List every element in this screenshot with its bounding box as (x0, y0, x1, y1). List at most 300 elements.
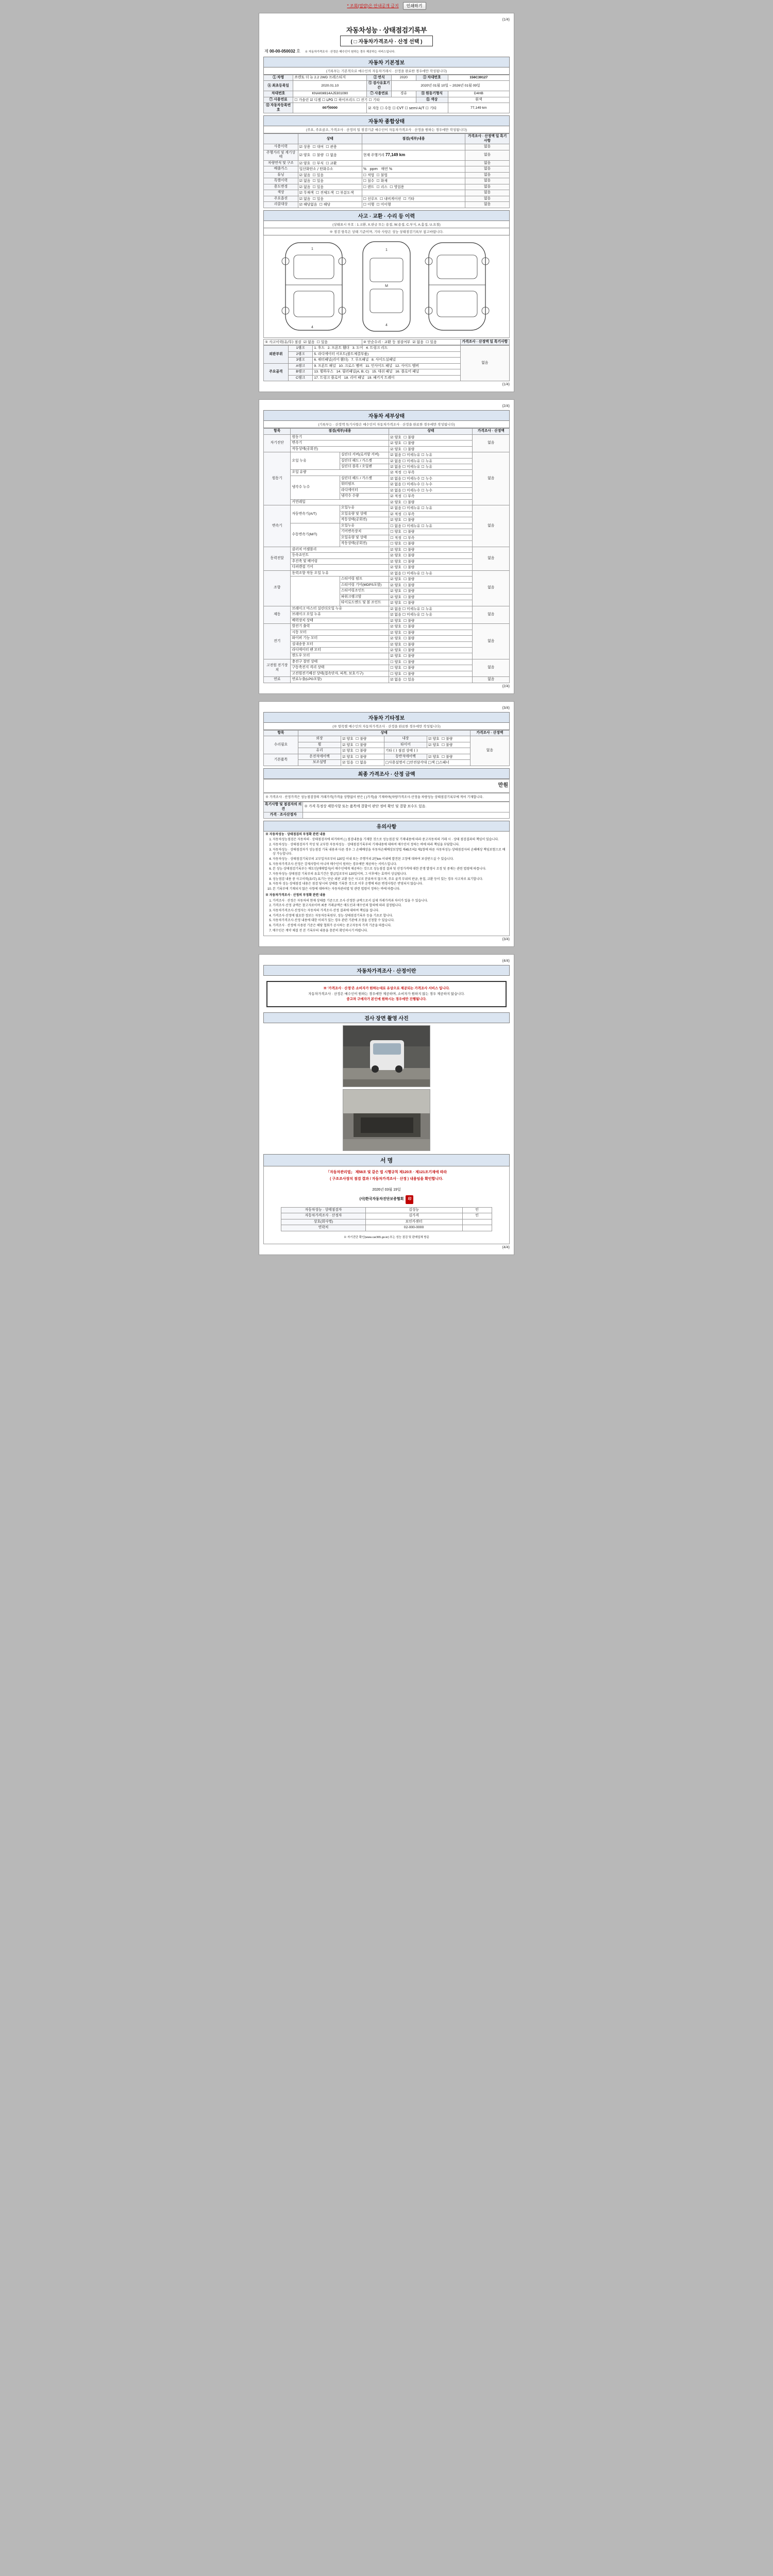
overall-row-0-items[interactable]: ☑ 상용 ☐ 대여 ☐ 관용 (298, 144, 362, 150)
detail-g4-name: 조향 (264, 570, 291, 606)
accident-note: (상태표시 부호 : 1.교환, X.판금 또는 용접, W.용접, C.부식, A.흠집, U.요철) (263, 221, 510, 228)
detail-g1-r0-state[interactable]: ☑ 없음 ☐ 미세누유 ☐ 누유 (389, 452, 473, 458)
detail-g7-r0-detail: 충전구 절연 상태 (291, 659, 389, 665)
page-1-number: (1/4) (502, 18, 510, 22)
detail-g1-r4-detail: 냉각수 누수 (291, 476, 340, 499)
overall-row-2-check (362, 160, 465, 166)
detail-g2-r0-sub: 오일누유 (340, 505, 389, 511)
overall-row-8-items[interactable]: ☑ 없음 ☐ 있음 (298, 196, 362, 201)
etc-row-1-o1[interactable]: ☑ 양호 ☐ 불량 (341, 742, 384, 748)
caution-0-1: 2. 자동차성능 · 상태점검자가 작성 및 교부한 자동차성능 · 상태점검기록부의 기재내용에 대하여 매수인이 정하는 바에 따라 책임을 부담합니다. (273, 843, 508, 848)
overall-row-5-sub[interactable]: ☐ 침수 ☐ 화재 (362, 178, 465, 184)
accident-title: 사고 · 교환 · 수리 등 이력 (263, 210, 510, 221)
sign-row-3-value: 02-000-0000 (365, 1225, 462, 1231)
etc-table (263, 730, 510, 766)
basic-r3-v2: 경유 (392, 91, 416, 97)
detail-g6-r5-detail: 윈도우 모터 (291, 653, 389, 659)
caution-0-8: 9. 자동차 성능·상태점검 내용은 점검 당시의 상태를 기록한 것으로 이후 운행에 따른 변경사항은 반영되지 않습니다. (273, 882, 508, 887)
basic-r3-l2: ⑦ 사용연료 (367, 91, 392, 97)
overall-row-9-items[interactable]: ☑ 해당없음 ☐ 해당 (298, 202, 362, 208)
overall-head-memo: 가격조사 · 산정액 일 특기사항 (465, 134, 510, 144)
detail-g4-r1-state[interactable]: ☑ 양호 ☐ 불량 (389, 577, 473, 582)
overall-row-9-sub[interactable]: ☐ 이행 ☐ 미이행 (362, 202, 465, 208)
overall-head-blank (264, 134, 298, 144)
accident-q1[interactable]: ① 사고이력(유/무) 점검 ☑ 없음 ☐ 있음 (264, 339, 362, 345)
overall-head-check: 점검(세부)내용 (362, 134, 465, 144)
detail-g8-name: 연료 (264, 677, 291, 683)
sign-row-0-label: 자동차성능 · 상태점검자 (281, 1207, 365, 1213)
detail-g1-r0-detail: 오일 누유 (291, 452, 340, 470)
detail-g8-r0-state[interactable]: ☑ 없음 ☐ 있음 (389, 677, 473, 683)
detail-g7-r2-detail: 고전원전기배선 상태(접속단자, 피복, 보호기구) (291, 671, 389, 676)
detail-g1-r0-sub: 실린더 커버(로커암 커버) (340, 452, 389, 458)
etc-row-0-l2: 내장 (384, 736, 427, 742)
docno-value: 00-00-050032 (269, 49, 295, 54)
etc-row-3-o1[interactable]: ☑ 양호 ☐ 불량 (341, 754, 384, 759)
fuel-opt-1[interactable]: ☑ 디젤 (310, 97, 321, 102)
detail-g1-r3-state[interactable]: ☑ 적정 ☐ 부족 (389, 470, 473, 476)
detail-table (263, 428, 510, 683)
overall-row-1-check (362, 150, 465, 160)
basic-r3-v3: D4HB (448, 91, 509, 97)
basic-vin-value: KNAKM814AJ5301090 (293, 91, 367, 97)
overall-row-4-sub[interactable]: ☐ 적법 ☐ 불법 (362, 172, 465, 178)
etc-row-0-name: 수리필요 (264, 736, 298, 754)
detail-g1-r7-state[interactable]: ☑ 적정 ☐ 부족 (389, 494, 473, 499)
page-3 (259, 701, 514, 947)
caution-0-7: 8. 성능점검 내용 중 사고이력(유/무) 표기는 단순 외판 교환 등은 사고로 분류하지 않으며, 주요 골격 부위의 판금, 용접, 교환 등이 있는 경우 사고차로 표기합니다. (273, 877, 508, 882)
trans-opt-2[interactable]: ☐ CVT (392, 106, 404, 110)
price-seller-label: 가격 · 조사산정자 (264, 812, 303, 818)
detail-g2-r5-state[interactable]: ☐ 적정 ☐ 부족 (389, 535, 473, 540)
association-seal: 印 (406, 1195, 413, 1204)
detail-note: (기록부는 · 산정액 특기사항은 매수인이 자동차가격조사 · 산정을 완료한 경우에만 작성됩니다) (263, 421, 510, 428)
fuel-opt-2[interactable]: ☐ LPG (322, 97, 333, 102)
price-note1: ※ 가격조사 · 산정가격은 성능점검장의 거래가격(가격을 상향없이 받은 ( )가격)을 기재하며(차량가격조사·산정을 차량성능 상태점검기록부에 적어 기재합니다. (263, 793, 510, 802)
price-title: 최종 가격조사 · 산정 금액 (263, 768, 510, 779)
detail-g1-name: 원동기 (264, 452, 291, 505)
detail-g2-r3-sub: 오일누유 (340, 523, 389, 529)
detail-g3-r0-detail: 클러치 어셈블리 (291, 547, 389, 552)
frame-title: 외판부위 (264, 346, 289, 363)
overall-head-state: 상태 (298, 134, 362, 144)
basic-r1-v2: 2020 (392, 75, 416, 81)
inner-rank-0: A랭크 (288, 363, 313, 369)
detail-g6-r2-state[interactable]: ☑ 양호 ☐ 불량 (389, 636, 473, 641)
overall-row-5-name: 특별이력 (264, 178, 298, 184)
sign-row-2-label: 상호(회사명) (281, 1219, 365, 1225)
detail-g5-r0-state[interactable]: ☑ 없음 ☐ 미세누유 ☐ 누유 (389, 606, 473, 612)
detail-g2-r2-sub: 작동상태(공회전) (340, 517, 389, 523)
overall-row-1-items[interactable]: ☑ 양호 ☐ 불량 ☐ 없음 (298, 150, 362, 160)
detail-g0-memo: 없음 (473, 434, 510, 452)
detail-g1-r8-state[interactable]: ☑ 양호 ☐ 불량 (389, 499, 473, 505)
etc-head-state: 상태 (298, 730, 470, 736)
basic-r1-l2: ② 연식 (367, 75, 392, 81)
detail-g5-name: 제동 (264, 606, 291, 623)
overall-row-7-name: 색상 (264, 190, 298, 196)
detail-g6-r4-detail: 라디에이터 팬 모터 (291, 648, 389, 653)
privacy-link[interactable]: * 조회(열람)은 안내공개 금지 (347, 4, 399, 8)
detail-g4-r2-sub: 스티어링 기어(MDPS포함) (340, 582, 389, 588)
car-diagram (263, 235, 510, 338)
photo-underbody-image (343, 1090, 430, 1151)
detail-head-item: 항목 (264, 429, 291, 434)
basic-r4-l3: ⑪ 색상 (416, 97, 448, 103)
detail-g3-r1-detail: 등속죠인트 (291, 553, 389, 558)
basic-info-title: 자동차 기본정보 (263, 57, 510, 67)
detail-g1-r5-sub: 워터펌프 (340, 482, 389, 487)
caution-list-1 (273, 899, 508, 934)
detail-g5-memo: 없음 (473, 606, 510, 623)
detail-g4-r5-state[interactable]: ☑ 양호 ☐ 불량 (389, 600, 473, 606)
price-seller-value (303, 812, 510, 818)
detail-g7-r1-state[interactable]: ☐ 양호 ☐ 불량 (389, 665, 473, 671)
basic-r2-v1: 2020.01.10 (293, 81, 367, 91)
basic-fuel-options (293, 97, 416, 103)
trans-opt-1[interactable]: ☐ 수동 (380, 106, 392, 110)
etc-row-4-o1[interactable]: ☑ 있음 ☐ 없음 (341, 760, 384, 766)
overall-row-6-name: 용도변경 (264, 184, 298, 190)
caution-1-1: 2. 가격조사·산정 금액은 참고자료이며 최종 거래금액은 매도인과 매수인의 합의에 따라 결정됩니다. (273, 904, 508, 908)
page-4-number: (4/4) (502, 959, 510, 963)
sign-statement-1: 「자동차관리법」 제58조 및 같은 법 시행규칙 제120조 · 제121조기재에 따라 (326, 1171, 447, 1175)
svg-text:1: 1 (385, 248, 388, 252)
etc-row-4-l1: 보조설명 (298, 760, 341, 766)
overall-row-4-items[interactable]: ☑ 없음 ☐ 있음 (298, 172, 362, 178)
overall-row-4-name: 튜닝 (264, 172, 298, 178)
price-note2: ※ 가격 특정상 제한사항 또는 품목에 결함이 판단 정비 확인 및 결함 보수도 있음. (303, 802, 510, 812)
sign-row-0-value: 김성능 (365, 1207, 462, 1213)
detail-g0-name: 자기진단 (264, 434, 291, 452)
sign-title: 서 명 (263, 1154, 510, 1166)
overall-row-0-memo: 없음 (465, 144, 510, 150)
detail-g6-r3-detail: 실내송풍 모터 (291, 641, 389, 647)
trans-opt-0[interactable]: ☑ 자동 (368, 106, 379, 110)
etc-memo: 없음 (470, 736, 509, 766)
etc-row-2-o1[interactable]: ☑ 양호 ☐ 불량 (341, 748, 384, 754)
detail-g7-name: 고전원 전기장치 (264, 659, 291, 676)
detail-g3-r3-detail: 디퍼렌셜 기어 (291, 565, 389, 570)
page-4-number-bottom: (4/4) (502, 1245, 510, 1249)
svg-text:4: 4 (311, 325, 313, 329)
caution-1-3: 4. 가격조사·산정에 필요한 정보는 자동차등록원부, 성능·상태점검기록부 등을 기초로 합니다. (273, 914, 508, 919)
detail-g4-memo: 없음 (473, 570, 510, 606)
detail-g1-r1-state[interactable]: ☑ 없음 ☐ 미세누유 ☐ 누유 (389, 458, 473, 464)
caution-1-5: 6. 가격조사 · 산정에 사용된 기준은 해당 협회가 공시하는 중고자동차 가격 기준을 따릅니다. (273, 924, 508, 928)
cautions-title: 유의사항 (263, 821, 510, 832)
accident-memo-value: 없음 (460, 346, 509, 381)
etc-row-3-l1: 운전석에어백 (298, 754, 341, 759)
overall-row-6-items[interactable]: ☑ 없음 ☐ 있음 (298, 184, 362, 190)
caution-0-3: 4. 자동차성능 · 상태점검기록부의 교부일자로부터 120일 이내 또는 주행거리 2만km 이내에 발견된 고장에 대하여 보상받으실 수 있습니다. (273, 857, 508, 862)
inner-items-1: 13. 휠하우스 14. 필러패널(A, B, C) 15. 대쉬 패널 16. 플로어 패널 (313, 369, 460, 375)
basic-vin-label: 차대번호 (264, 91, 293, 97)
etc-row-2-l2: 기타 ( ) 점검 상태 ( ) (384, 748, 470, 754)
caution-0-4: 5. 자동차가격조사·산정은 강제사항이 아니며 매수인이 원하는 경우에만 제공하는 서비스입니다. (273, 862, 508, 867)
detail-g0-r0-detail: 원동기 (291, 434, 389, 440)
detail-g4-r0-state[interactable]: ☑ 없음 ☐ 미세누유 ☐ 누유 (389, 570, 473, 576)
detail-g5-r1-detail: 브레이크 오일 누유 (291, 612, 389, 618)
etc-row-2-l1: 유리 (298, 748, 341, 754)
detail-g1-r1-sub: 실린더 헤드 / 가스켓 (340, 458, 389, 464)
etc-note: (※ 항목별 매수인의 자동차가격조사 · 산정을 완료한 경우에만 작성됩니다) (263, 723, 510, 730)
basic-trans-options (367, 103, 448, 113)
inner-rank-2: C랭크 (288, 375, 313, 381)
detail-g7-r0-state[interactable]: ☐ 양호 ☐ 불량 (389, 659, 473, 665)
trans-opt-4[interactable]: ☐ 기타 (425, 106, 436, 110)
overall-row-0-name: 사용이력 (264, 144, 298, 150)
detail-g1-r2-sub: 실린더 블록 / 오일팬 (340, 464, 389, 469)
detail-g3-r1-state[interactable]: ☑ 양호 ☐ 불량 (389, 553, 473, 558)
detail-g3-r2-detail: 추진축 및 베어링 (291, 558, 389, 564)
p4-footer: ※ 자기진단 확인(www.car365.go.kr) 또는 성능 점검 및 판매업체 방문 (343, 1235, 430, 1239)
overall-row-2-items[interactable]: ☑ 양호 ☐ 부식 ☐ 교환 (298, 160, 362, 166)
detail-g6-r2-detail: 와이퍼 기능 모터 (291, 636, 389, 641)
overall-row-8-name: 주요옵션 (264, 196, 298, 201)
overall-row-8-sub[interactable]: ☐ 선루프 ☐ 내비게이션 ☐ 기타 (362, 196, 465, 201)
photo-underbody (343, 1089, 430, 1151)
topbar (259, 0, 514, 13)
detail-g2-r4-state[interactable]: ☐ 양호 ☐ 불량 (389, 529, 473, 535)
fuel-opt-0[interactable]: ☐ 가솔린 (294, 97, 309, 102)
frame-rank-1: 2랭크 (288, 351, 313, 357)
detail-g1-memo: 없음 (473, 452, 510, 505)
detail-g2-r3-detail: 수동변속기(M/T) (291, 523, 340, 547)
detail-g4-group-label (291, 577, 340, 606)
fuel-opt-5[interactable]: ☐ 기타 (368, 97, 380, 102)
basic-r1-l1: ① 차명 (264, 75, 293, 81)
inner-rank-1: B랭크 (288, 369, 313, 375)
trans-opt-3[interactable]: ☐ semi-A/T (405, 106, 425, 110)
detail-g2-r1-state[interactable]: ☑ 적정 ☐ 부족 (389, 511, 473, 517)
basic-r2-l2: ⑤ 검사유효기간 (367, 81, 392, 91)
overall-row-3-memo: 없음 (465, 166, 510, 172)
etc-row-4-l2: □사용설명서 □안전삼각대 □잭 □스패너 (384, 760, 470, 766)
overall-row-2-name: 차량연식 및 구조 (264, 160, 298, 166)
frame-items-0: 1. 후드 2. 프론트 휀더 3. 도어 4. 트렁크 리드 (313, 346, 460, 351)
detail-g4-r4-state[interactable]: ☑ 양호 ☐ 불량 (389, 594, 473, 600)
page-2 (259, 399, 514, 694)
caution-1-6: 7. 매수인은 계약 체결 전 본 기록부의 내용을 충분히 확인하시기 바랍니다. (273, 929, 508, 934)
p4-warn-0: ※ '가격조사 · 산정'은 소비자가 원하는대로 유상으로 제공되는 가격조사 서비스 입니다. (323, 987, 450, 991)
detail-g3-r2-state[interactable]: ☑ 양호 ☐ 불량 (389, 558, 473, 564)
caution-0-0: 1. 자동차성능점검은 자동차의 · 상태점검자에 의거하여 ( ) 점검내용을 기재한 것으로 성능점검 및 기재내용에 따라 중고자동차의 거래 시 · 상태 점검결과의 책임이 있습니다. (273, 838, 508, 842)
overall-row-4-memo: 없음 (465, 172, 510, 178)
overall-row-5-memo: 없음 (465, 178, 510, 184)
doc-subtitle: ( □ 자동차가격조사 · 산정 선택 ) (340, 36, 433, 46)
p4-title: 자동차가격조사 · 산정이란 (263, 965, 510, 976)
detail-g4-r0-detail: 동력조향 작동 오일 누유 (291, 570, 389, 576)
detail-g4-r1-sub: 스티어링 펌프 (340, 577, 389, 582)
sign-row-1-value: 김가격 (365, 1213, 462, 1219)
overall-note: (주요, 주요골조, 가격조사 · 산정의 일 점검기준 매수인이 자동차가격조사 · 산정을 원하는 경우에만 작성됩니다) (263, 126, 510, 133)
car-side-left-diagram (276, 238, 354, 335)
price-amount-label: 만원 (498, 783, 508, 789)
accident-subnote: ※ 점검 항목은 상태 기준이며, 기타 사항은 성능 상태점검기록부 참고바랍니다. (263, 228, 510, 235)
etc-row-1-l2: 타이어 (384, 742, 427, 748)
overall-row-7-items[interactable]: ☑ 무채색 ☐ 전체도색 ☐ 부분도색 (298, 190, 362, 196)
basic-info-note: (기록부는 기본적으로 매수인의 자동차거래시 · 산정을 완료한 경우에만 작성됩니다) (263, 67, 510, 75)
overall-row-6-sub[interactable]: ☐ 렌트 ☐ 리스 ☐ 영업용 (362, 184, 465, 190)
detail-head-state: 상태 (389, 429, 473, 434)
sign-row-2-stamp (462, 1219, 492, 1225)
detail-g7-memo: 없음 (473, 659, 510, 676)
detail-g7-r2-state[interactable]: ☐ 양호 ☐ 불량 (389, 671, 473, 676)
basic-plate-value: 00가0000 (293, 103, 367, 113)
detail-title: 자동차 세부상태 (263, 410, 510, 421)
page-3-number: (3/4) (502, 706, 510, 710)
p4-warn-2: 중고차 구매자가 본인에 원하시는 경우에만 진행됩니다. (346, 997, 427, 1002)
accident-legend-table (263, 339, 510, 345)
detail-g2-r3-state[interactable]: ☐ 없음 ☐ 미세누유 ☐ 누유 (389, 523, 473, 529)
etc-row-1-l1: 휠 (298, 742, 341, 748)
overall-row-5-items[interactable]: ☑ 없음 ☐ 있음 (298, 178, 362, 184)
detail-g6-r1-detail: 시동 모터 (291, 630, 389, 635)
price-amount[interactable] (264, 779, 510, 792)
overall-row-6-memo: 없음 (465, 184, 510, 190)
detail-g1-r7-sub: 냉각수 수량 (340, 494, 389, 499)
detail-g8-memo: 없음 (473, 677, 510, 683)
detail-g4-r3-sub: 스티어링조인트 (340, 588, 389, 594)
sign-table (281, 1207, 492, 1231)
caution-1-4: 5. 자동차가격조사·산정 내용에 대한 이의가 있는 경우 관련 기관에 조정을 신청할 수 있습니다. (273, 919, 508, 923)
detail-g2-r0-state[interactable]: ☑ 없음 ☐ 미세누유 ☐ 누유 (389, 505, 473, 511)
docno-check: ※ 자동차가격조사 · 산정은 매수인이 원하는 경우 제공하는 서비스입니다. (305, 50, 395, 54)
detail-g3-r0-state[interactable]: ☑ 양호 ☐ 불량 (389, 547, 473, 552)
svg-text:M: M (385, 284, 388, 288)
sign-date: 2026년 03월 19일 (372, 1188, 401, 1192)
detail-g7-r1-detail: 구동축전지 격리 상태 (291, 665, 389, 671)
basic-fuel-label: ⑦ 사용연료 (264, 97, 293, 103)
detail-g4-r2-state[interactable]: ☑ 양호 ☐ 불량 (389, 582, 473, 588)
detail-g3-r3-state[interactable]: ☑ 양호 ☐ 불량 (389, 565, 473, 570)
detail-g6-r0-state[interactable]: ☑ 양호 ☐ 불량 (389, 624, 473, 630)
detail-g1-r6-state[interactable]: ☑ 없음 ☐ 미세누수 ☐ 누수 (389, 487, 473, 493)
detail-g1-r3-detail: 오일 유량 (291, 470, 389, 476)
overall-row-9-name: 리콜대상 (264, 202, 298, 208)
page-2-number: (2/4) (502, 404, 510, 409)
basic-r1-v3: 156C39127 (448, 75, 509, 81)
etc-row-3-o2[interactable]: ☑ 양호 ☐ 불량 (427, 754, 470, 759)
doc-number (264, 48, 510, 54)
detail-g2-r1-sub: 오일유량 및 상태 (340, 511, 389, 517)
detail-g4-r5-sub: 타이로드엔드 및 볼 조인트 (340, 600, 389, 606)
frame-items-2: 6. 쿼터패널(리어 휀더) 7. 루프패널 8. 사이드실패널 (313, 358, 460, 363)
caution-heading-0: ※ 자동차성능 · 상태점검의 부정확 관련 내용 (265, 833, 326, 836)
detail-g5-r2-state[interactable]: ☑ 양호 ☐ 불량 (389, 618, 473, 623)
caution-1-0: 1. 가격조사 · 산정은 자동차의 현재 상태를 기준으로 조사·산정한 금액으로서 실제 거래가격과 차이가 있을 수 있습니다. (273, 899, 508, 904)
detail-g3-memo: 없음 (473, 547, 510, 570)
basic-r3-l3: ⑧ 원동기형식 (416, 91, 448, 97)
detail-g1-r4-state[interactable]: ☑ 없음 ☐ 미세누수 ☐ 누수 (389, 476, 473, 481)
detail-g0-r0-state[interactable]: ☑ 양호 ☐ 불량 (389, 434, 473, 440)
detail-g6-r0-detail: 발전기 출력 (291, 624, 389, 630)
sign-row-3-label: 연락처 (281, 1225, 365, 1231)
basic-r1-l3: ③ 차대번호 (416, 75, 448, 81)
association-name: (사)한국자동차진단보증협회 印 (264, 1195, 509, 1204)
car-top-diagram (356, 238, 417, 335)
svg-text:4: 4 (385, 323, 388, 327)
accident-q2[interactable]: ② 단순수리 · 교환 등 점검여부 ☑ 없음 ☐ 있음 (362, 339, 460, 345)
etc-title: 자동차 기타정보 (263, 712, 510, 723)
mileage-label: 현재 주행거리 (363, 154, 385, 158)
overall-row-9-memo: 없음 (465, 202, 510, 208)
detail-g8-r0-detail: 연료누출(LPG포함) (291, 677, 389, 683)
inner-title: 주요골격 (264, 363, 289, 381)
detail-g2-r2-state[interactable]: ☑ 양호 ☐ 불량 (389, 517, 473, 523)
price-note-table (263, 802, 510, 818)
overall-row-8-memo: 없음 (465, 196, 510, 201)
svg-text:1: 1 (311, 247, 313, 251)
detail-g1-r5-state[interactable]: ☑ 없음 ☐ 미세누수 ☐ 누수 (389, 482, 473, 487)
caution-list-0 (273, 838, 508, 892)
detail-g4-r3-state[interactable]: ☑ 양호 ☐ 불량 (389, 588, 473, 594)
docno-suffix: 호 (296, 49, 300, 54)
etc-row-1-o2[interactable]: ☑ 양호 ☐ 불량 (427, 742, 470, 748)
page-4 (259, 954, 514, 1255)
accident-memo-label: 가격조사 · 산정액 일 특기사항 (460, 339, 509, 345)
sign-row-3-stamp (462, 1225, 492, 1231)
etc-row-0-o1[interactable]: ☑ 양호 ☐ 불량 (341, 736, 384, 742)
detail-g1-r6-sub: 라디에이터 (340, 487, 389, 493)
accident-parts-table (263, 345, 510, 381)
basic-mileage-cell: 77,149 km (448, 103, 509, 113)
detail-g6-r4-state[interactable]: ☑ 양호 ☐ 불량 (389, 648, 473, 653)
fuel-opt-4[interactable]: ☐ 전기 (356, 97, 368, 102)
etc-row-0-o2[interactable]: ☑ 양호 ☐ 불량 (427, 736, 470, 742)
sign-row-1-label: 자동차가격조사 · 산정자 (281, 1213, 365, 1219)
print-button[interactable]: 인쇄하기 (403, 2, 426, 10)
detail-g6-r5-state[interactable]: ☑ 양호 ☐ 불량 (389, 653, 473, 659)
overall-table (263, 133, 510, 208)
docno-label: 제 (264, 49, 268, 54)
detail-g6-r1-state[interactable]: ☑ 양호 ☐ 불량 (389, 630, 473, 635)
inner-items-2: 17. 트렁크 플로어 18. 리어 패널 19. 패키지 트레이 (313, 375, 460, 381)
page-1 (259, 13, 514, 392)
overall-row-3-items: 일산화탄소 / 탄화수소 (298, 166, 362, 172)
detail-g1-r2-state[interactable]: ☑ 없음 ☐ 미세누유 ☐ 누유 (389, 464, 473, 469)
detail-g2-r6-state[interactable]: ☐ 양호 ☐ 불량 (389, 541, 473, 547)
etc-head-memo: 가격조사 · 산정액 (470, 730, 509, 736)
p4-warn-1: 자동차가격조사 · 산정은 매수인이 원하는 경우에만 제공하며, 소비자가 원하지 않는 경우 제공하지 않습니다. (308, 992, 465, 996)
sign-body (263, 1166, 510, 1244)
caution-0-9: 10. 본 기록부에 기재되지 않은 사항에 대하여는 자동차관리법 및 관련 법령이 정하는 바에 따릅니다. (273, 887, 508, 892)
overall-row-3-name: 배출가스 (264, 166, 298, 172)
detail-g1-r8-detail: 커먼레일 (291, 499, 389, 505)
etc-head-item: 항목 (264, 730, 298, 736)
overall-row-3-vals: % ppm 매연 % (362, 166, 465, 172)
inner-items-0: 9. 프론트 패널 10. 크로스 멤버 11. 인사이드 패널 12. 사이드 멤버 (313, 363, 460, 369)
detail-g5-r1-state[interactable]: ☑ 없음 ☐ 미세누유 ☐ 누유 (389, 612, 473, 618)
caution-heading-1: ※ 자동차가격조사 · 산정의 부정확 관련 내용 (265, 893, 326, 897)
detail-g0-r2-state[interactable]: ☑ 양호 ☐ 불량 (389, 446, 473, 452)
frame-rank-0: 1랭크 (288, 346, 313, 351)
etc-row-3-name: 기본품목 (264, 754, 298, 766)
detail-g0-r1-state[interactable]: ☑ 양호 ☐ 불량 (389, 440, 473, 446)
sign-row-1-stamp: 인 (462, 1213, 492, 1219)
detail-g5-r0-detail: 브레이크 마스터 실린더오일 누유 (291, 606, 389, 612)
cautions-body (263, 832, 510, 937)
basic-plate-label: ⑫ 자동차등록번호 (264, 103, 293, 113)
fuel-opt-3[interactable]: ☐ 하이브리드 (334, 97, 356, 102)
page-2-number-bottom: (2/4) (502, 684, 510, 688)
detail-g2-memo: 없음 (473, 505, 510, 547)
sign-row-0-stamp: 인 (462, 1207, 492, 1213)
etc-row-0-l1: 외장 (298, 736, 341, 742)
detail-head-detail: 점검(세부)내용 (291, 429, 389, 434)
detail-g6-r3-state[interactable]: ☑ 양호 ☐ 불량 (389, 641, 473, 647)
